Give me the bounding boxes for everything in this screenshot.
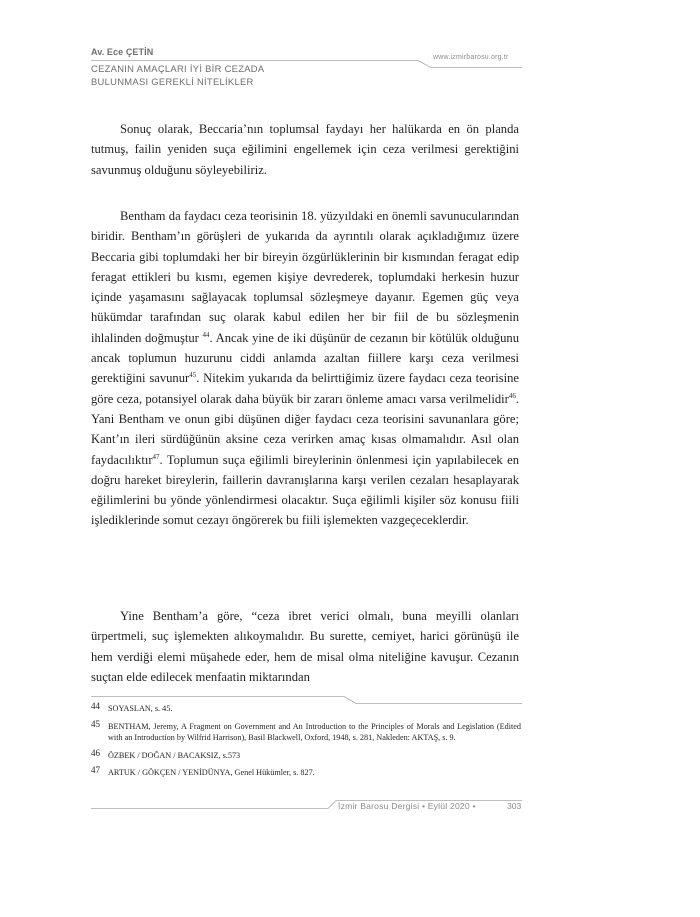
page-number: 303: [507, 801, 522, 811]
footnote-number: 45: [91, 718, 100, 729]
paragraph-3-text: Yine Bentham’a göre, “ceza ibret verici olmalı, buna meyilli olanları ürpertmeli, suç işlemekten alıkoymalıdır. Bu surette, cemiyet, harici görünüşü ile hem verdiği elemi müşahede eder, hem de misal olma niteliğine kavuşur. Cezanın suçtan elde edilecek menfaatin miktarından: [91, 609, 519, 684]
paragraph-1-text: Sonuç olarak, Beccaria’nın toplumsal faydayı her halükarda en ön planda tutmuş, failin yeniden suça eğilimini engellemek için ceza verilmesi gerektiğini savunmuş olduğunu söyleyebiliriz.: [91, 122, 519, 177]
header-title-line-2: BULUNMASI GEREKLİ NİTELİKLER: [91, 76, 254, 87]
paragraph-2-part-a: Bentham da faydacı ceza teorisinin 18. yüzyıldaki en önemli savunucularından biridir. Bentham’ın görüşleri de yukarıda da ayrıntılı olarak açıkladığımız üzere Beccaria gibi toplumdaki her bir bireyin özgürlüklerinin bir kısmından feragat edip feragat ettikleri bu kısmı, egemen kişiye devrederek, toplumdaki herkesin huzur içinde yaşamasını sağlayacak toplumsal sözleşmeye dayanır. Egemen güç veya hükümdar tarafından suç olarak kabul edilen her bir fiil de bu sözleşmenin ihlalinden doğmuştur: [91, 209, 519, 345]
paragraph-1: [91, 119, 519, 180]
paragraph-2-text: [91, 206, 519, 531]
footnote-text: SOYASLAN, s. 45.: [108, 704, 173, 713]
footnote-number: 44: [91, 701, 100, 711]
paragraph-2: [91, 206, 519, 531]
footnote-text: ÖZBEK / DOĞAN / BACAKSIZ, s.573: [108, 750, 241, 760]
footnote-46: [91, 747, 521, 762]
footnote-44: [91, 703, 521, 715]
header-article-title: [91, 62, 264, 88]
footnote-text: BENTHAM, Jeremy, A Fragment on Government and An Introduction to the Principles of Morals and Legislation (Edited with an Introduction by Wilfrid Harrison), Basil Blackwell, Oxford, 1948, s. 281, Nakleden: AKTAŞ, s. 9.: [108, 721, 521, 743]
paragraph-2-part-b: . Ancak yine de iki düşünür de cezanın bir kötülük olduğunu ancak toplumun huzurunu ciddi anlamda azaltan fiillere karşı ceza verilmesi gerektiğini savunur: [91, 330, 519, 386]
footnote-ref-45[interactable]: 45: [189, 371, 197, 380]
footnote-number: 47: [91, 765, 100, 776]
footnote-ref-46[interactable]: 46: [508, 391, 516, 400]
footnote-text: ARTUK / GÖKÇEN / YENİDÜNYA, Genel Hükümler, s. 827.: [108, 768, 315, 778]
paragraph-2-part-c: . Nitekim yukarıda da belirttiğimiz üzere faydacı ceza teorisine göre ceza, potansiyel olarak daha büyük bir zararı önleme amacı varsa verilmelidir: [91, 371, 519, 406]
footnotes: [91, 703, 521, 785]
paragraph-2-part-e: . Toplumun suça eğilimli bireylerinin önlenmesi için yapılabilecek en doğru hareket bireylerin, faillerin davranışlarına karşı verilen cezaları hesaplayarak eğilimlerini bu yönde yönlendirmesi olacaktır. Suça eğilimli kişiler söz konusu fiili işlediklerinde somut cezayı öngörerek bu fiili işlemekten vazgeçeceklerdir.: [91, 452, 519, 528]
footer-journal-info: İzmir Barosu Dergisi • Eylül 2020 •: [338, 801, 476, 811]
footnote-ref-47[interactable]: 47: [152, 452, 160, 461]
header-author: Av. Ece ÇETİN: [91, 47, 154, 57]
paragraph-3: [91, 606, 519, 687]
header-title-line-1: CEZANIN AMAÇLARI İYİ BİR CEZADA: [91, 63, 265, 74]
footnote-number: 46: [91, 747, 100, 758]
footnote-47: [91, 767, 521, 779]
footnote-45: [91, 718, 521, 744]
header-url-link[interactable]: www.izmirbarosu.org.tr: [433, 54, 509, 61]
footnote-ref-44[interactable]: 44: [202, 330, 210, 339]
paragraph-2-part-d: . Yani Bentham ve onun gibi düşünen diğer faydacı ceza teorisini savunanlara göre; Kant’ın ileri sürdüğünün aksine ceza verirken amaç kısas olmamalıdır. Asıl olan faydacılıktır: [91, 391, 519, 467]
